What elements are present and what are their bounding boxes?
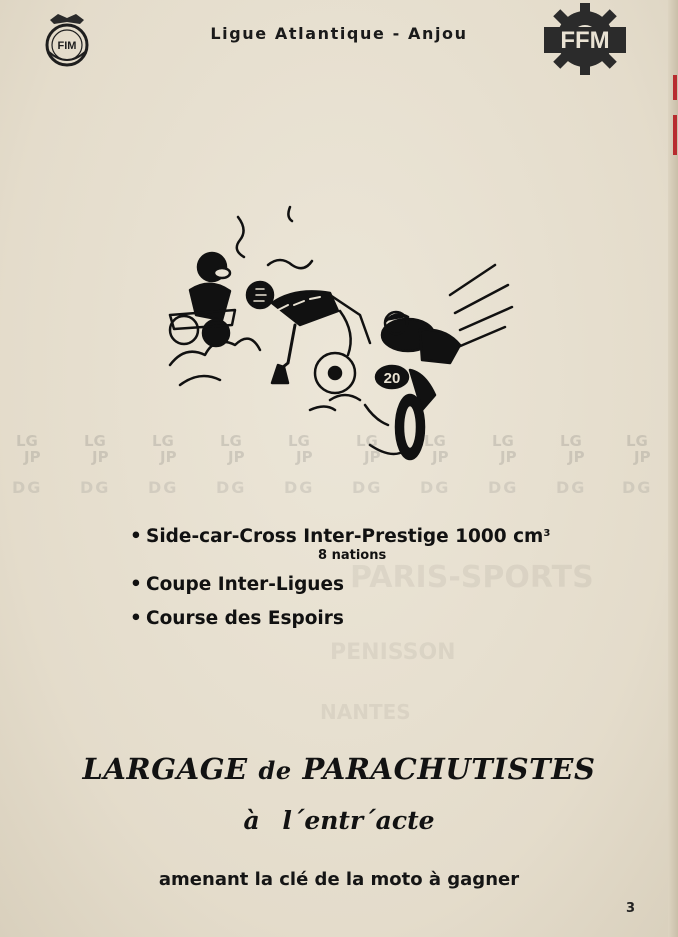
- watermark-stamp: LG JP DG: [556, 432, 587, 497]
- ffm-logo-text: FFM: [560, 27, 610, 54]
- watermark-stamp: LG JP DG: [148, 432, 179, 497]
- show-through-text: NANTES: [320, 700, 411, 724]
- page-number: 3: [626, 901, 636, 916]
- event-subtitle: 8 nations: [318, 548, 387, 563]
- ffm-gear-icon: [544, 3, 626, 75]
- sidecar-racing-cartoon-icon: [160, 195, 520, 470]
- race-number-plate: 20: [383, 370, 401, 387]
- watermark-stamp: LG JP DG: [622, 432, 653, 497]
- show-through-text: PARIS-SPORTS: [350, 560, 594, 595]
- watermark-stamp: LG JP DG: [420, 432, 451, 497]
- watermark-band: [0, 432, 678, 500]
- bullet-icon: •: [130, 574, 142, 595]
- watermark-stamp: LG JP DG: [80, 432, 111, 497]
- watermark-stamp: LG JP DG: [284, 432, 315, 497]
- events-list: [130, 525, 550, 641]
- fim-logo-text: FIM: [57, 40, 77, 52]
- watermark-stamp: LG JP DG: [352, 432, 383, 497]
- event-item-espoirs: • Course des Espoirs: [130, 608, 344, 629]
- bullet-icon: •: [130, 608, 142, 629]
- headline-largage: LARGAGE de PARACHUTISTES: [82, 752, 596, 786]
- watermark-stamp: LG JP DG: [12, 432, 43, 497]
- page-header-title: Ligue Atlantique - Anjou: [210, 24, 468, 43]
- headline-entracte: à l´entr´acte: [243, 806, 435, 835]
- watermark-stamp: LG JP DG: [216, 432, 247, 497]
- event-item-sidecar-cross: • Side-car-Cross Inter-Prestige 1000 $cm^3$: [130, 526, 551, 547]
- event-item-coupe: • Coupe Inter-Ligues: [130, 574, 345, 595]
- show-through-text: PENISSON: [330, 640, 456, 665]
- red-strip: [673, 115, 677, 155]
- red-strip: [673, 75, 677, 100]
- tagline: amenant la clé de la moto à gagner: [158, 869, 520, 890]
- bullet-icon: •: [130, 526, 142, 547]
- watermark-stamp: LG JP DG: [488, 432, 519, 497]
